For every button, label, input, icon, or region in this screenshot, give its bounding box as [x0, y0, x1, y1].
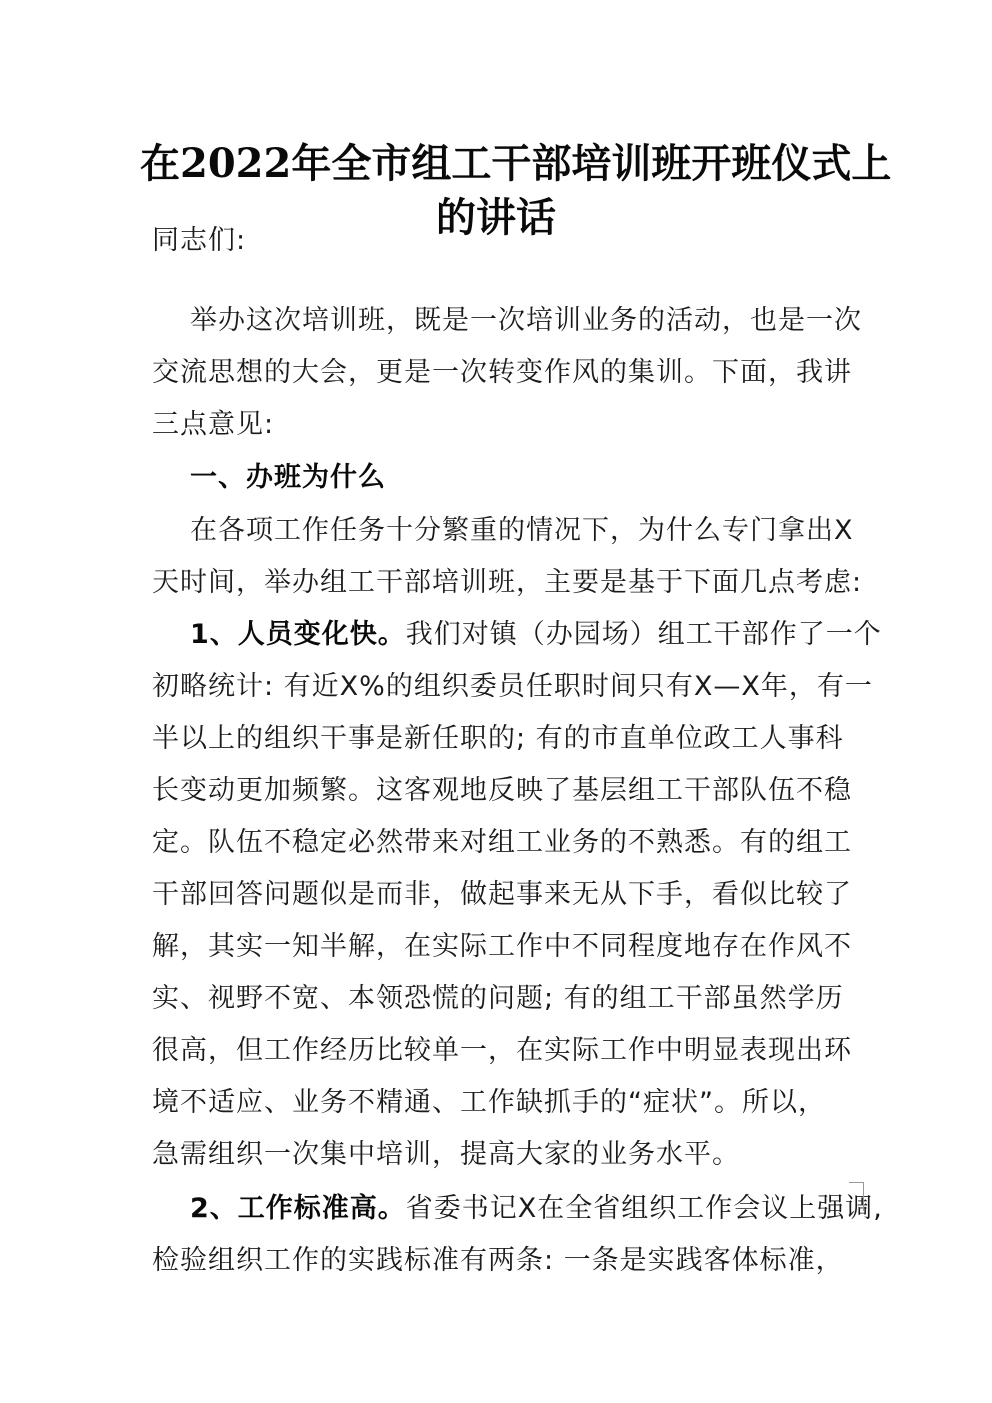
intro-line: 三点意见:	[152, 409, 275, 440]
point-1-text: 我们对镇（办园场）组工干部作了一个	[405, 619, 882, 650]
intro-line: 举办这次培训班，既是一次培训业务的活动，也是一次	[190, 305, 862, 336]
text-box-corner-mark	[849, 1182, 864, 1211]
body-line: 半以上的组织干事是新任职的; 有的市直单位政工人事科	[152, 723, 844, 754]
body-line: 干部回答问题似是而非，做起事来无从下手，看似比较了	[152, 879, 852, 910]
point-2-text: 省委书记X在全省组织工作会议上强调,	[405, 1193, 883, 1224]
point-1-heading: 1、人员变化快。	[190, 619, 406, 650]
body-line: 很高，但工作经历比较单一，在实际工作中明显表现出环	[152, 1035, 852, 1066]
body-line: 急需组织一次集中培训，提高大家的业务水平。	[152, 1139, 740, 1170]
document-title-line-1: 在2022年全市组工干部培训班开班仪式上	[140, 140, 892, 187]
point-2-first-line	[190, 1186, 883, 1225]
body-line: 定。队伍不稳定必然带来对组工业务的不熟悉。有的组工	[152, 827, 852, 858]
section-heading: 一、办班为什么	[190, 462, 386, 493]
body-line: 长变动更加频繁。这客观地反映了基层组工干部队伍不稳	[152, 775, 852, 806]
document-title-line-2: 的讲话	[436, 194, 556, 241]
section-intro-line: 天时间，举办组工干部培训班，主要是基于下面几点考虑:	[152, 567, 863, 598]
body-line: 境不适应、业务不精通、工作缺抓手的“症状”。所以，	[152, 1087, 826, 1118]
point-1-first-line	[190, 612, 882, 651]
point-2-heading: 2、工作标准高。	[190, 1193, 406, 1224]
section-intro-line: 在各项工作任务十分繁重的情况下，为什么专门拿出X	[190, 515, 854, 546]
salutation: 同志们:	[152, 225, 247, 256]
intro-line: 交流思想的大会，更是一次转变作风的集训。下面，我讲	[152, 357, 852, 388]
body-line: 初略统计: 有近X%的组织委员任职时间只有X—X年，有一	[152, 671, 873, 702]
body-line: 实、视野不宽、本领恐慌的问题; 有的组工干部虽然学历	[152, 983, 844, 1014]
body-line: 解，其实一知半解，在实际工作中不同程度地存在作风不	[152, 931, 852, 962]
body-line: 检验组织工作的实践标准有两条: 一条是实践客体标准，	[152, 1245, 844, 1276]
